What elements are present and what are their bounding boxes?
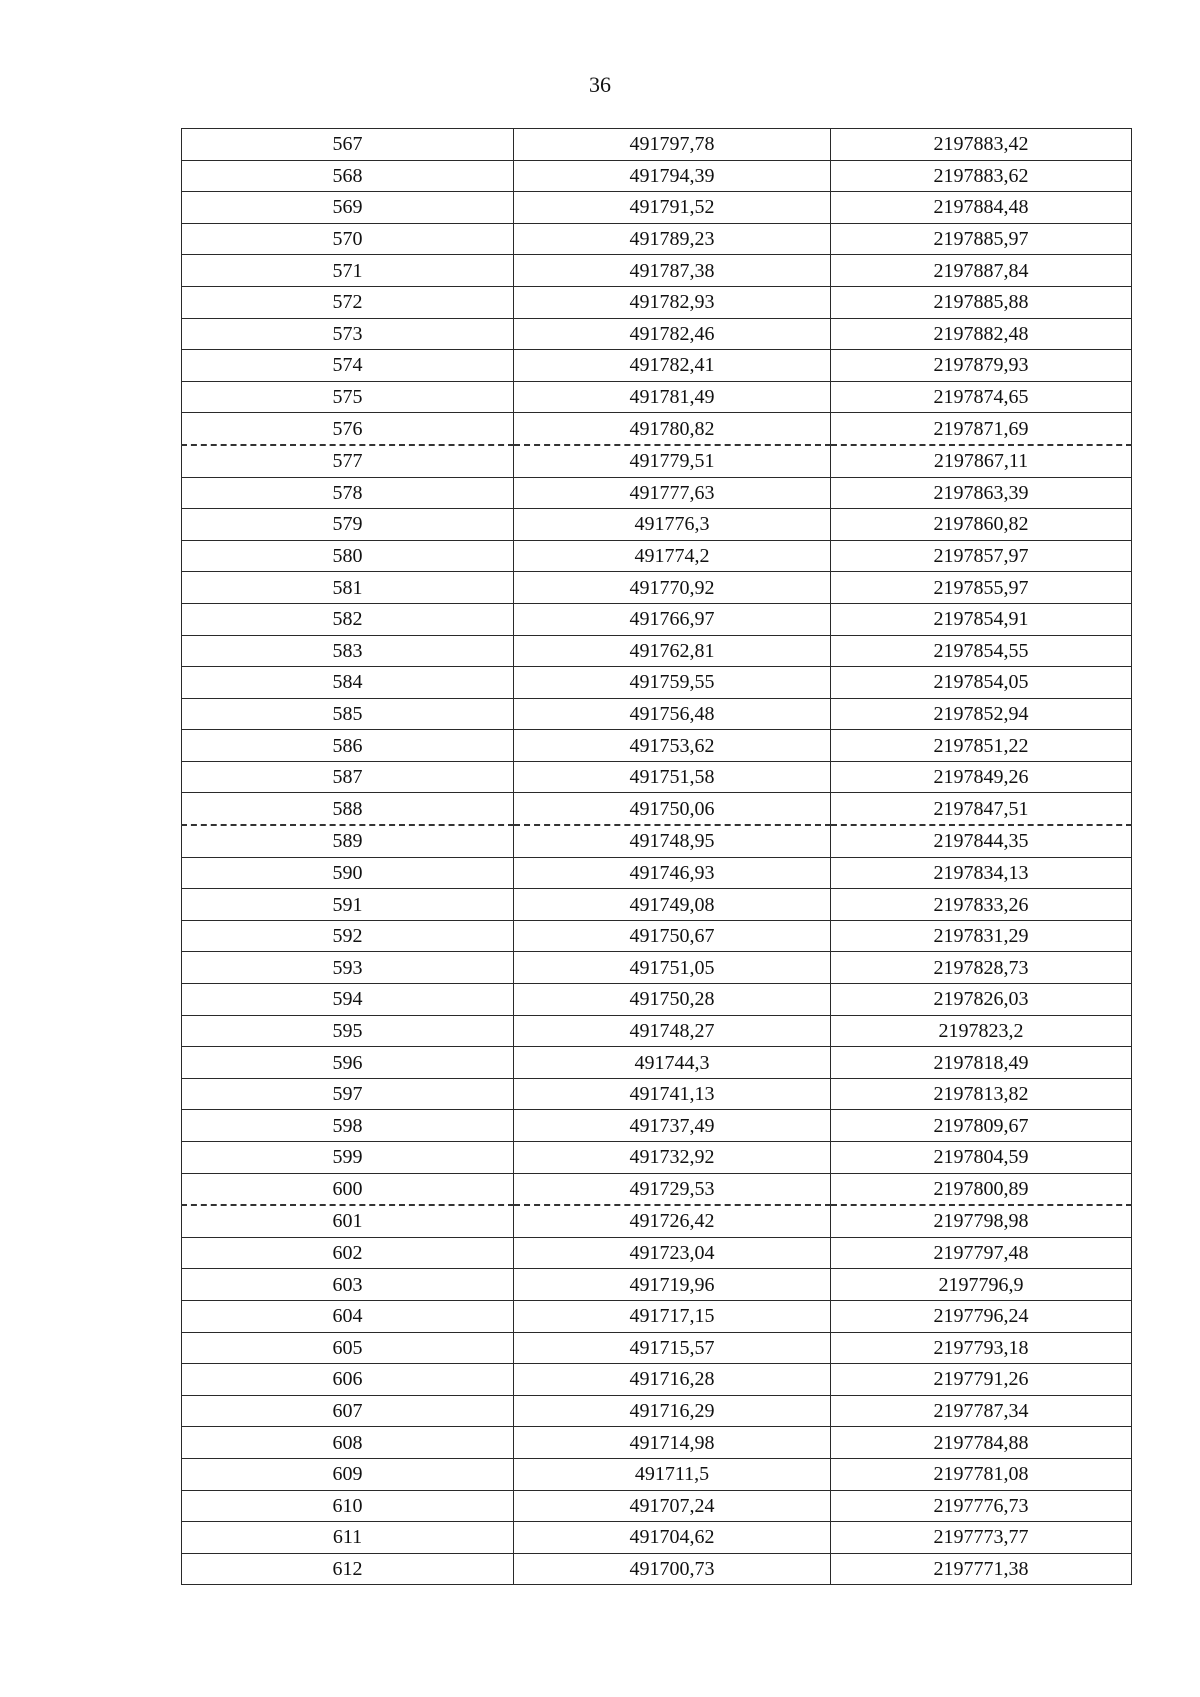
table-row <box>182 1173 1132 1205</box>
table-row <box>182 223 1132 255</box>
x-coordinate-cell: 491717,15 <box>514 1300 831 1332</box>
y-coordinate-cell: 2197867,11 <box>831 445 1132 477</box>
table-row <box>182 635 1132 667</box>
point-number-cell: 594 <box>182 984 514 1016</box>
point-number-cell: 570 <box>182 223 514 255</box>
point-number-cell: 589 <box>182 825 514 857</box>
point-number-cell: 603 <box>182 1269 514 1301</box>
x-coordinate-cell: 491782,41 <box>514 350 831 382</box>
table-row <box>182 1458 1132 1490</box>
y-coordinate-cell: 2197885,97 <box>831 223 1132 255</box>
y-coordinate-cell: 2197863,39 <box>831 477 1132 509</box>
point-number-cell: 587 <box>182 761 514 793</box>
x-coordinate-cell: 491776,3 <box>514 509 831 541</box>
point-number-cell: 604 <box>182 1300 514 1332</box>
x-coordinate-cell: 491782,93 <box>514 286 831 318</box>
y-coordinate-cell: 2197874,65 <box>831 381 1132 413</box>
x-coordinate-cell: 491787,38 <box>514 255 831 287</box>
x-coordinate-cell: 491751,58 <box>514 761 831 793</box>
table-row <box>182 572 1132 604</box>
point-number-cell: 607 <box>182 1395 514 1427</box>
table-row <box>182 698 1132 730</box>
y-coordinate-cell: 2197882,48 <box>831 318 1132 350</box>
x-coordinate-cell: 491726,42 <box>514 1205 831 1237</box>
x-coordinate-cell: 491762,81 <box>514 635 831 667</box>
table-row <box>182 1395 1132 1427</box>
y-coordinate-cell: 2197851,22 <box>831 730 1132 762</box>
table-row <box>182 318 1132 350</box>
table-row <box>182 413 1132 445</box>
point-number-cell: 612 <box>182 1553 514 1585</box>
point-number-cell: 611 <box>182 1522 514 1554</box>
point-number-cell: 598 <box>182 1110 514 1142</box>
x-coordinate-cell: 491753,62 <box>514 730 831 762</box>
point-number-cell: 609 <box>182 1458 514 1490</box>
table-row <box>182 1110 1132 1142</box>
table-row <box>182 381 1132 413</box>
table-row <box>182 1427 1132 1459</box>
point-number-cell: 608 <box>182 1427 514 1459</box>
y-coordinate-cell: 2197854,05 <box>831 667 1132 699</box>
x-coordinate-cell: 491779,51 <box>514 445 831 477</box>
y-coordinate-cell: 2197800,89 <box>831 1173 1132 1205</box>
y-coordinate-cell: 2197804,59 <box>831 1142 1132 1174</box>
table-row <box>182 129 1132 161</box>
table-row <box>182 793 1132 825</box>
y-coordinate-cell: 2197823,2 <box>831 1015 1132 1047</box>
point-number-cell: 606 <box>182 1364 514 1396</box>
point-number-cell: 573 <box>182 318 514 350</box>
table-row <box>182 1300 1132 1332</box>
table-row <box>182 1522 1132 1554</box>
coordinates-table <box>181 128 1132 1585</box>
x-coordinate-cell: 491707,24 <box>514 1490 831 1522</box>
x-coordinate-cell: 491700,73 <box>514 1553 831 1585</box>
table-row <box>182 1332 1132 1364</box>
point-number-cell: 576 <box>182 413 514 445</box>
point-number-cell: 575 <box>182 381 514 413</box>
point-number-cell: 591 <box>182 889 514 921</box>
y-coordinate-cell: 2197860,82 <box>831 509 1132 541</box>
x-coordinate-cell: 491716,28 <box>514 1364 831 1396</box>
table-row <box>182 160 1132 192</box>
point-number-cell: 577 <box>182 445 514 477</box>
y-coordinate-cell: 2197787,34 <box>831 1395 1132 1427</box>
table-row <box>182 350 1132 382</box>
table-row <box>182 667 1132 699</box>
x-coordinate-cell: 491749,08 <box>514 889 831 921</box>
point-number-cell: 580 <box>182 540 514 572</box>
table-row <box>182 1553 1132 1585</box>
table-row <box>182 984 1132 1016</box>
y-coordinate-cell: 2197857,97 <box>831 540 1132 572</box>
table-row <box>182 603 1132 635</box>
y-coordinate-cell: 2197818,49 <box>831 1047 1132 1079</box>
table-row <box>182 920 1132 952</box>
x-coordinate-cell: 491777,63 <box>514 477 831 509</box>
table-row <box>182 1364 1132 1396</box>
y-coordinate-cell: 2197833,26 <box>831 889 1132 921</box>
table-row <box>182 477 1132 509</box>
x-coordinate-cell: 491791,52 <box>514 192 831 224</box>
y-coordinate-cell: 2197844,35 <box>831 825 1132 857</box>
y-coordinate-cell: 2197847,51 <box>831 793 1132 825</box>
y-coordinate-cell: 2197793,18 <box>831 1332 1132 1364</box>
point-number-cell: 578 <box>182 477 514 509</box>
x-coordinate-cell: 491781,49 <box>514 381 831 413</box>
point-number-cell: 567 <box>182 129 514 161</box>
point-number-cell: 584 <box>182 667 514 699</box>
table-row <box>182 445 1132 477</box>
point-number-cell: 583 <box>182 635 514 667</box>
y-coordinate-cell: 2197885,88 <box>831 286 1132 318</box>
point-number-cell: 579 <box>182 509 514 541</box>
x-coordinate-cell: 491737,49 <box>514 1110 831 1142</box>
x-coordinate-cell: 491723,04 <box>514 1237 831 1269</box>
x-coordinate-cell: 491774,2 <box>514 540 831 572</box>
y-coordinate-cell: 2197776,73 <box>831 1490 1132 1522</box>
y-coordinate-cell: 2197854,91 <box>831 603 1132 635</box>
point-number-cell: 602 <box>182 1237 514 1269</box>
point-number-cell: 593 <box>182 952 514 984</box>
x-coordinate-cell: 491704,62 <box>514 1522 831 1554</box>
y-coordinate-cell: 2197791,26 <box>831 1364 1132 1396</box>
y-coordinate-cell: 2197828,73 <box>831 952 1132 984</box>
table-row <box>182 761 1132 793</box>
y-coordinate-cell: 2197796,9 <box>831 1269 1132 1301</box>
x-coordinate-cell: 491748,27 <box>514 1015 831 1047</box>
x-coordinate-cell: 491797,78 <box>514 129 831 161</box>
y-coordinate-cell: 2197771,38 <box>831 1553 1132 1585</box>
x-coordinate-cell: 491751,05 <box>514 952 831 984</box>
point-number-cell: 588 <box>182 793 514 825</box>
point-number-cell: 569 <box>182 192 514 224</box>
table-row <box>182 857 1132 889</box>
x-coordinate-cell: 491750,06 <box>514 793 831 825</box>
table-row <box>182 255 1132 287</box>
x-coordinate-cell: 491759,55 <box>514 667 831 699</box>
point-number-cell: 586 <box>182 730 514 762</box>
x-coordinate-cell: 491766,97 <box>514 603 831 635</box>
x-coordinate-cell: 491794,39 <box>514 160 831 192</box>
y-coordinate-cell: 2197871,69 <box>831 413 1132 445</box>
x-coordinate-cell: 491750,28 <box>514 984 831 1016</box>
table-row <box>182 1142 1132 1174</box>
y-coordinate-cell: 2197773,77 <box>831 1522 1132 1554</box>
x-coordinate-cell: 491741,13 <box>514 1078 831 1110</box>
x-coordinate-cell: 491732,92 <box>514 1142 831 1174</box>
x-coordinate-cell: 491711,5 <box>514 1458 831 1490</box>
y-coordinate-cell: 2197854,55 <box>831 635 1132 667</box>
table-row <box>182 730 1132 762</box>
point-number-cell: 601 <box>182 1205 514 1237</box>
x-coordinate-cell: 491756,48 <box>514 698 831 730</box>
x-coordinate-cell: 491744,3 <box>514 1047 831 1079</box>
x-coordinate-cell: 491714,98 <box>514 1427 831 1459</box>
table-row <box>182 540 1132 572</box>
x-coordinate-cell: 491716,29 <box>514 1395 831 1427</box>
x-coordinate-cell: 491750,67 <box>514 920 831 952</box>
y-coordinate-cell: 2197883,42 <box>831 129 1132 161</box>
table-row <box>182 952 1132 984</box>
table-row <box>182 1078 1132 1110</box>
table-row <box>182 1490 1132 1522</box>
table-row <box>182 889 1132 921</box>
table-row <box>182 1015 1132 1047</box>
table-row <box>182 286 1132 318</box>
y-coordinate-cell: 2197813,82 <box>831 1078 1132 1110</box>
point-number-cell: 599 <box>182 1142 514 1174</box>
table-row <box>182 192 1132 224</box>
point-number-cell: 571 <box>182 255 514 287</box>
y-coordinate-cell: 2197796,24 <box>831 1300 1132 1332</box>
x-coordinate-cell: 491782,46 <box>514 318 831 350</box>
point-number-cell: 597 <box>182 1078 514 1110</box>
point-number-cell: 596 <box>182 1047 514 1079</box>
y-coordinate-cell: 2197781,08 <box>831 1458 1132 1490</box>
x-coordinate-cell: 491715,57 <box>514 1332 831 1364</box>
x-coordinate-cell: 491770,92 <box>514 572 831 604</box>
table-row <box>182 1047 1132 1079</box>
y-coordinate-cell: 2197855,97 <box>831 572 1132 604</box>
point-number-cell: 581 <box>182 572 514 604</box>
point-number-cell: 600 <box>182 1173 514 1205</box>
point-number-cell: 572 <box>182 286 514 318</box>
x-coordinate-cell: 491729,53 <box>514 1173 831 1205</box>
table-row <box>182 509 1132 541</box>
point-number-cell: 582 <box>182 603 514 635</box>
point-number-cell: 610 <box>182 1490 514 1522</box>
point-number-cell: 585 <box>182 698 514 730</box>
y-coordinate-cell: 2197797,48 <box>831 1237 1132 1269</box>
y-coordinate-cell: 2197849,26 <box>831 761 1132 793</box>
coordinates-table-body <box>182 129 1132 1585</box>
y-coordinate-cell: 2197852,94 <box>831 698 1132 730</box>
y-coordinate-cell: 2197884,48 <box>831 192 1132 224</box>
point-number-cell: 590 <box>182 857 514 889</box>
y-coordinate-cell: 2197826,03 <box>831 984 1132 1016</box>
y-coordinate-cell: 2197809,67 <box>831 1110 1132 1142</box>
point-number-cell: 595 <box>182 1015 514 1047</box>
y-coordinate-cell: 2197834,13 <box>831 857 1132 889</box>
x-coordinate-cell: 491789,23 <box>514 223 831 255</box>
table-row <box>182 1269 1132 1301</box>
y-coordinate-cell: 2197879,93 <box>831 350 1132 382</box>
page-number: 36 <box>589 72 611 97</box>
x-coordinate-cell: 491748,95 <box>514 825 831 857</box>
y-coordinate-cell: 2197887,84 <box>831 255 1132 287</box>
table-row <box>182 1205 1132 1237</box>
y-coordinate-cell: 2197883,62 <box>831 160 1132 192</box>
table-row <box>182 1237 1132 1269</box>
table-row <box>182 825 1132 857</box>
x-coordinate-cell: 491719,96 <box>514 1269 831 1301</box>
point-number-cell: 574 <box>182 350 514 382</box>
point-number-cell: 592 <box>182 920 514 952</box>
x-coordinate-cell: 491746,93 <box>514 857 831 889</box>
y-coordinate-cell: 2197831,29 <box>831 920 1132 952</box>
point-number-cell: 605 <box>182 1332 514 1364</box>
y-coordinate-cell: 2197798,98 <box>831 1205 1132 1237</box>
x-coordinate-cell: 491780,82 <box>514 413 831 445</box>
point-number-cell: 568 <box>182 160 514 192</box>
y-coordinate-cell: 2197784,88 <box>831 1427 1132 1459</box>
